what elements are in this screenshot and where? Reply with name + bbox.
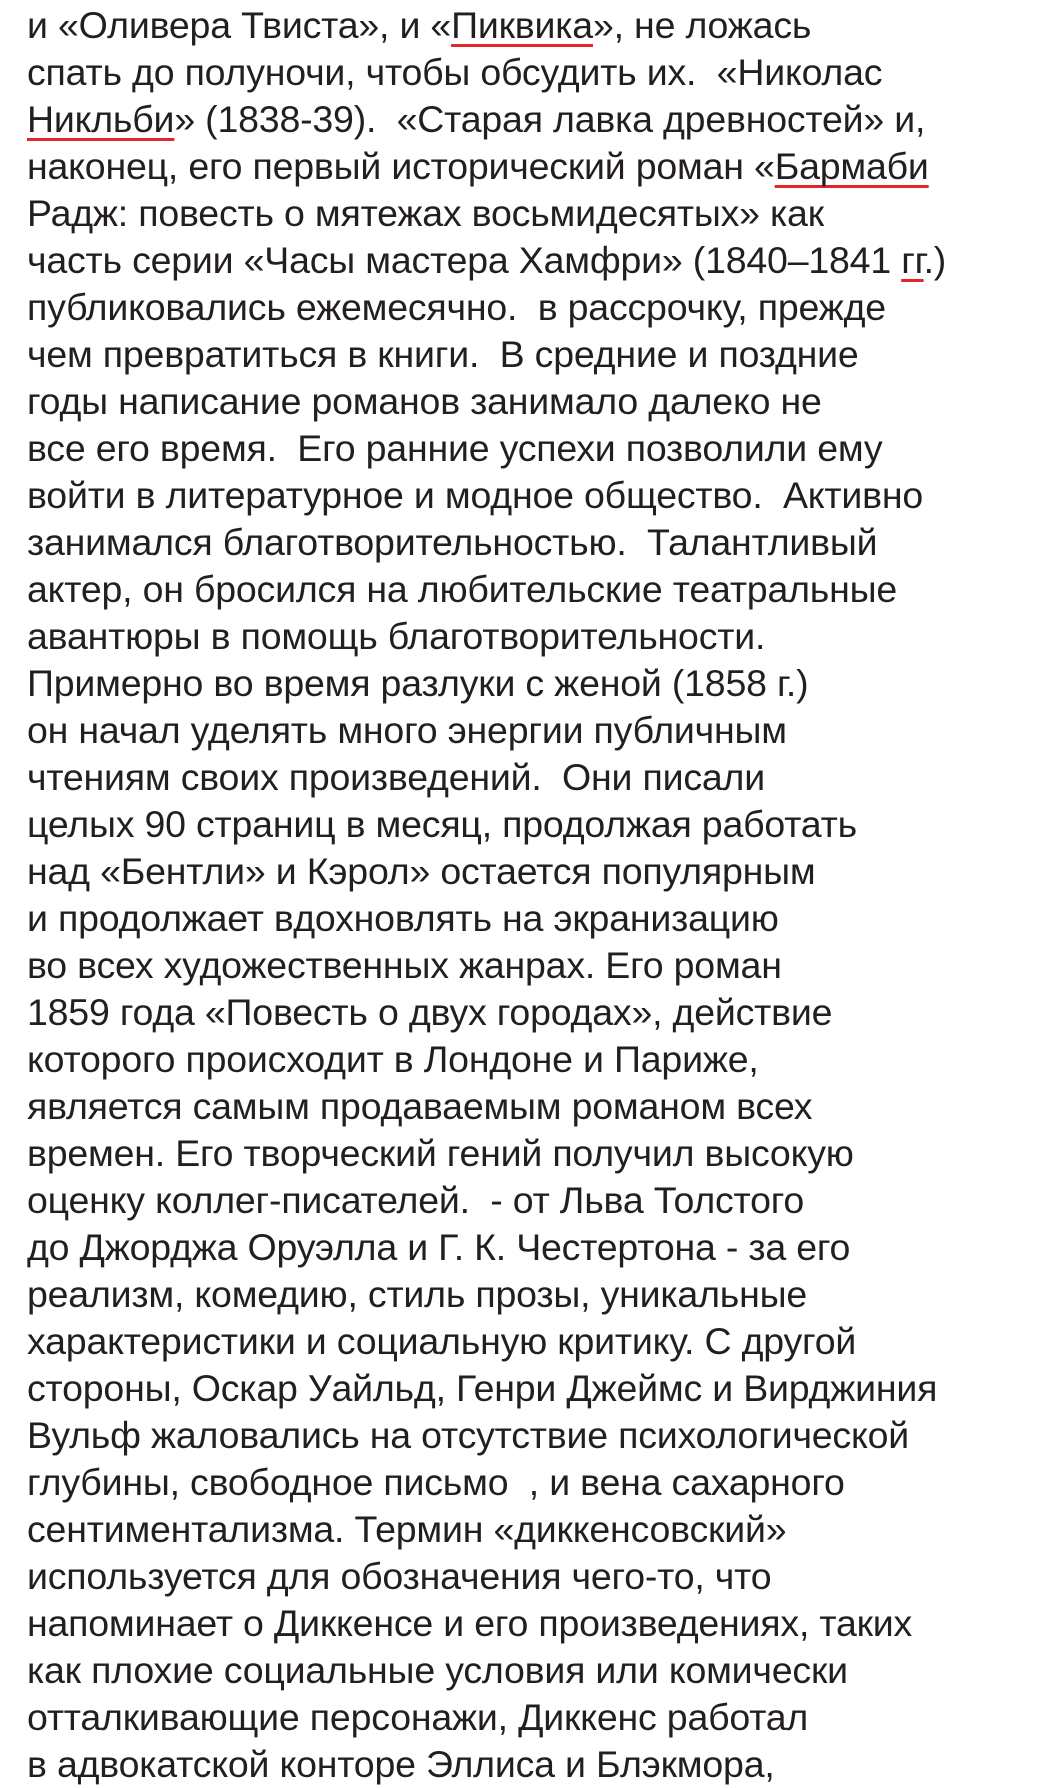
text-segment: которого происходит в Лондоне и Париже, bbox=[27, 1038, 759, 1080]
text-segment: 1859 года «Повесть о двух городах», действие bbox=[27, 991, 833, 1033]
text-segment: чем превратиться в книги. В средние и поздние bbox=[27, 333, 859, 375]
spellcheck-flagged-word: гг bbox=[901, 239, 924, 281]
text-line bbox=[27, 284, 1038, 331]
text-segment: глубины, свободное письмо , и вена сахарного bbox=[27, 1461, 845, 1503]
text-line bbox=[27, 1694, 1038, 1741]
text-segment: является самым продаваемым романом всех bbox=[27, 1085, 813, 1127]
text-segment: характеристики и социальную критику. С другой bbox=[27, 1320, 857, 1362]
text-line bbox=[27, 49, 1038, 96]
text-segment: как плохие социальные условия или комически bbox=[27, 1649, 848, 1691]
text-line bbox=[27, 1083, 1038, 1130]
text-segment: и продолжает вдохновлять на экранизацию bbox=[27, 897, 779, 939]
text-segment: Радж: повесть о мятежах восьмидесятых» как bbox=[27, 192, 824, 234]
text-line bbox=[27, 1553, 1038, 1600]
text-line bbox=[27, 613, 1038, 660]
text-segment: », не ложась bbox=[592, 4, 812, 46]
text-line bbox=[27, 707, 1038, 754]
text-segment: оценку коллег-писателей. - от Льва Толстого bbox=[27, 1179, 805, 1221]
text-segment: в адвокатской конторе Эллиса и Блэкмора, bbox=[27, 1743, 775, 1785]
text-segment: и «Оливера Твиста», и « bbox=[27, 4, 452, 46]
text-segment: до Джорджа Оруэлла и Г. К. Честертона - за его bbox=[27, 1226, 851, 1268]
text-line bbox=[27, 566, 1038, 613]
text-segment: сентиментализма. Термин «диккенсовский» bbox=[27, 1508, 787, 1550]
text-line bbox=[27, 1177, 1038, 1224]
text-segment: отталкивающие персонажи, Диккенс работал bbox=[27, 1696, 809, 1738]
text-segment: годы написание романов занимало далеко не bbox=[27, 380, 822, 422]
text-segment: над «Бентли» и Кэрол» остается популярным bbox=[27, 850, 816, 892]
text-segment: Примерно во время разлуки с женой (1858 г.) bbox=[27, 662, 809, 704]
document-body-text bbox=[27, 2, 1038, 1788]
text-line bbox=[27, 1506, 1038, 1553]
text-segment: реализм, комедию, стиль прозы, уникальные bbox=[27, 1273, 808, 1315]
text-segment: напоминает о Диккенсе и его произведениях, таких bbox=[27, 1602, 913, 1644]
text-segment: актер, он бросился на любительские театральные bbox=[27, 568, 898, 610]
text-line bbox=[27, 190, 1038, 237]
text-line bbox=[27, 989, 1038, 1036]
text-line bbox=[27, 1271, 1038, 1318]
text-segment: чтениям своих произведений. Они писали bbox=[27, 756, 765, 798]
text-line bbox=[27, 472, 1038, 519]
text-line bbox=[27, 2, 1038, 49]
text-segment: часть серии «Часы мастера Хамфри» (1840–1841 bbox=[27, 239, 902, 281]
text-segment: времен. Его творческий гений получил высокую bbox=[27, 1132, 854, 1174]
text-segment: авантюры в помощь благотворительности. bbox=[27, 615, 766, 657]
text-line bbox=[27, 1224, 1038, 1271]
text-line bbox=[27, 660, 1038, 707]
text-line bbox=[27, 754, 1038, 801]
text-segment: он начал уделять много энергии публичным bbox=[27, 709, 787, 751]
text-line bbox=[27, 237, 1038, 284]
text-segment: целых 90 страниц в месяц, продолжая работать bbox=[27, 803, 857, 845]
text-segment: наконец, его первый исторический роман « bbox=[27, 145, 775, 187]
text-segment: войти в литературное и модное общество. Активно bbox=[27, 474, 924, 516]
text-line bbox=[27, 1365, 1038, 1412]
text-line bbox=[27, 1318, 1038, 1365]
text-segment: во всех художественных жанрах. Его роман bbox=[27, 944, 782, 986]
spellcheck-flagged-word: Пиквика bbox=[451, 4, 593, 46]
text-line bbox=[27, 96, 1038, 143]
text-segment: все его время. Его ранние успехи позволили ему bbox=[27, 427, 883, 469]
text-line bbox=[27, 1600, 1038, 1647]
text-line bbox=[27, 1130, 1038, 1177]
text-line bbox=[27, 378, 1038, 425]
text-line bbox=[27, 942, 1038, 989]
text-line bbox=[27, 1647, 1038, 1694]
text-segment: занимался благотворительностью. Талантливый bbox=[27, 521, 878, 563]
spellcheck-flagged-word: Бармаби bbox=[774, 145, 929, 187]
text-segment: Вульф жаловались на отсутствие психологической bbox=[27, 1414, 910, 1456]
text-segment: публиковались ежемесячно. в рассрочку, прежде bbox=[27, 286, 886, 328]
text-line bbox=[27, 848, 1038, 895]
text-segment: стороны, Оскар Уайльд, Генри Джеймс и Вирджиния bbox=[27, 1367, 938, 1409]
text-line bbox=[27, 331, 1038, 378]
text-line bbox=[27, 1741, 1038, 1788]
text-segment: используется для обозначения чего-то, что bbox=[27, 1555, 772, 1597]
spellcheck-flagged-word: Никльби bbox=[27, 98, 175, 140]
text-line bbox=[27, 895, 1038, 942]
text-segment: » (1838-39). «Старая лавка древностей» и, bbox=[174, 98, 926, 140]
text-line bbox=[27, 1459, 1038, 1506]
text-line bbox=[27, 519, 1038, 566]
text-line bbox=[27, 143, 1038, 190]
text-line bbox=[27, 1036, 1038, 1083]
text-segment: .) bbox=[923, 239, 947, 281]
text-line bbox=[27, 425, 1038, 472]
text-segment: спать до полуночи, чтобы обсудить их. «Николас bbox=[27, 51, 883, 93]
text-line bbox=[27, 801, 1038, 848]
text-line bbox=[27, 1412, 1038, 1459]
